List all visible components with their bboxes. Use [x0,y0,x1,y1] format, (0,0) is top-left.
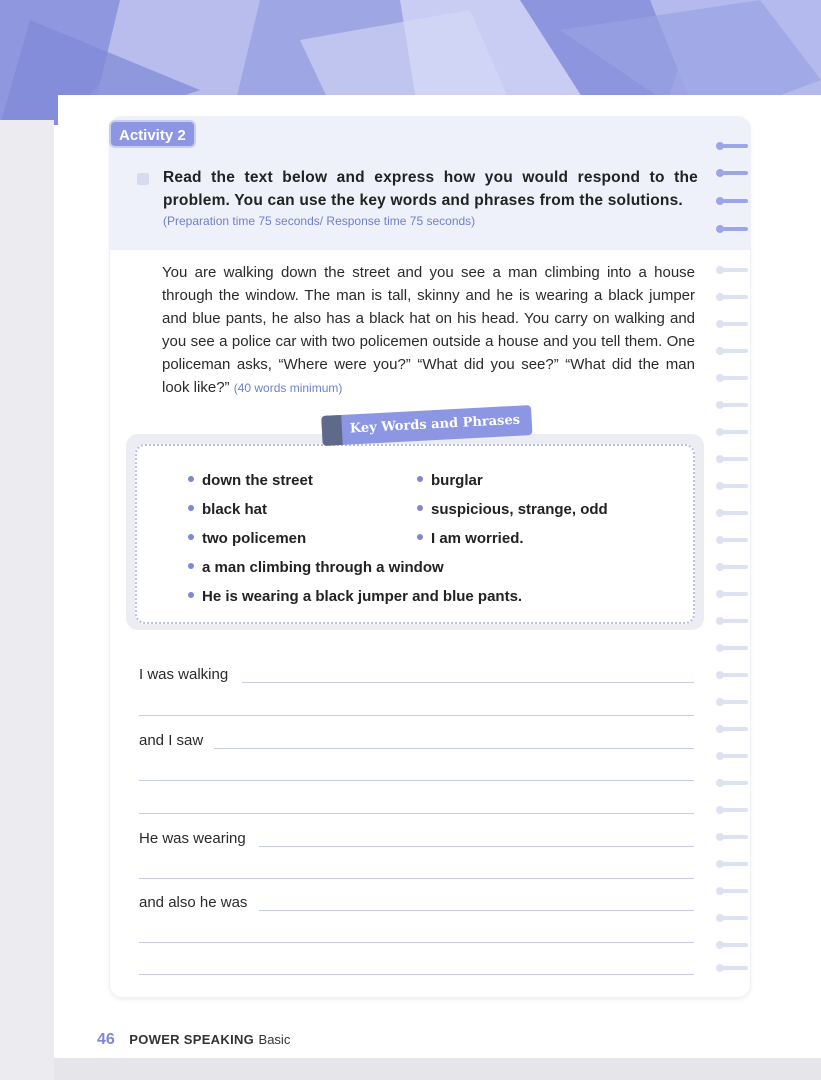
ring-icon [716,428,748,436]
writing-line[interactable] [259,910,694,911]
writing-line[interactable] [139,813,694,814]
ring-icon [716,779,748,787]
key-words-title: Key Words and Phrases [321,405,533,446]
ring-icon [716,142,748,150]
ring-icon [716,401,748,409]
ring-icon [716,374,748,382]
ring-icon [716,320,748,328]
key-word-item: He is wearing a black jumper and blue pants. [188,588,522,605]
ring-icon [716,617,748,625]
page-bottom-edge [54,1058,821,1080]
writing-line[interactable] [214,748,694,749]
ring-icon [716,455,748,463]
scenario-text [162,261,695,400]
key-word-item: suspicious, strange, odd [417,501,608,518]
ring-icon [716,266,748,274]
ring-icon [716,698,748,706]
key-word-item: a man climbing through a window [188,559,444,576]
writing-line[interactable] [139,878,694,879]
ring-icon [716,725,748,733]
ring-icon [716,671,748,679]
ring-icon [716,347,748,355]
ring-icon [716,293,748,301]
book-title: POWER SPEAKING [129,1032,255,1047]
ring-icon [716,964,748,972]
instruction-text: Read the text below and express how you would respond to the problem. You can use the key words and phrases from the solutions. [163,169,698,209]
word-count-note: (40 words minimum) [233,381,343,395]
ring-icon [716,563,748,571]
ring-icon [716,914,748,922]
ring-binder [716,130,756,990]
key-word-item: black hat [188,501,267,518]
ring-icon [716,197,748,205]
ring-icon [716,752,748,760]
ring-icon [716,509,748,517]
writing-prompt: and I saw [139,732,204,749]
key-word-item: I am worried. [417,530,524,547]
ring-icon [716,644,748,652]
scenario-body: You are walking down the street and you see a man climbing into a house through the window. The man is tall, skinny and he is wearing a black jumper and blue pants, he also has a black hat on his head. You carry on walking and you see a police car with two policemen outside a house and you tell them. One policeman asks, “Where were you?” “What did you see?” “What did the man look like?” [162,264,695,396]
key-word-item: two policemen [188,530,306,547]
timing-note: (Preparation time 75 seconds/ Response time 75 seconds) [163,214,476,228]
book-level: Basic [258,1032,291,1047]
activity-label: Activity 2 [109,120,196,148]
ring-icon [716,806,748,814]
writing-line[interactable] [139,942,694,943]
ring-icon [716,833,748,841]
key-word-item: burglar [417,472,483,489]
ring-icon [716,887,748,895]
ring-icon [716,590,748,598]
ring-icon [716,169,748,177]
writing-line[interactable] [139,780,694,781]
page-footer [97,1031,290,1049]
page-number: 46 [97,1031,115,1048]
instruction-bullet-icon [137,173,149,185]
writing-line[interactable] [139,974,694,975]
writing-prompt: He was wearing [139,830,246,847]
ring-icon [716,860,748,868]
writing-prompt: I was walking [139,666,229,683]
writing-prompt: and also he was [139,894,248,911]
key-word-item: down the street [188,472,313,489]
ring-icon [716,225,748,233]
page-left-edge [0,120,54,1080]
ring-icon [716,482,748,490]
ring-icon [716,536,748,544]
writing-line[interactable] [139,715,694,716]
writing-line[interactable] [259,846,694,847]
writing-line[interactable] [242,682,694,683]
ring-icon [716,941,748,949]
